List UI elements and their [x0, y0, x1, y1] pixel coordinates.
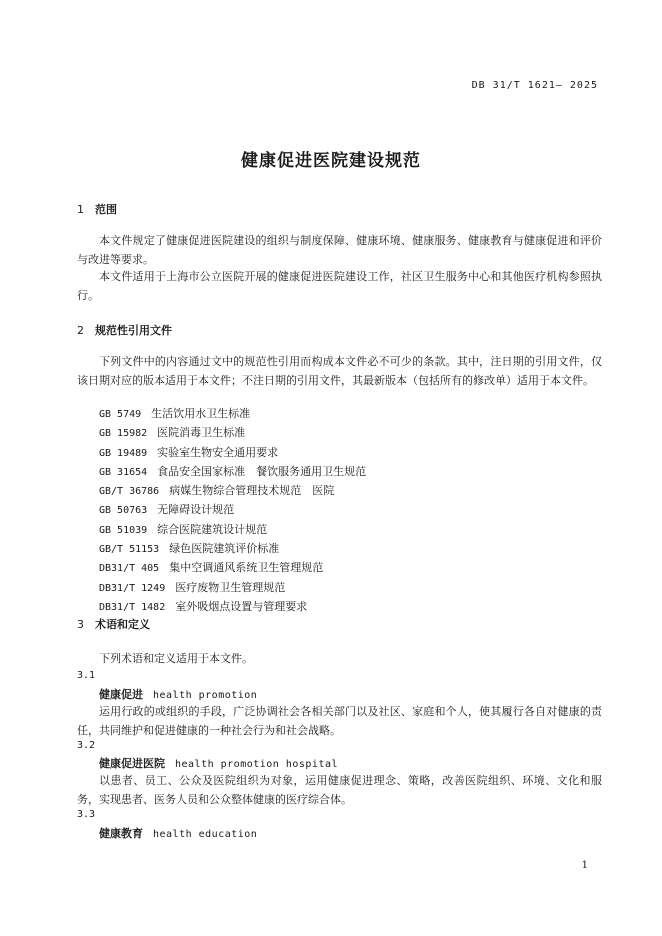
scope-paragraph-1: 本文件规定了健康促进医院建设的组织与制度保障、健康环境、健康服务、健康教育与健康促进和评价与改进等要求。 — [77, 234, 602, 266]
term-heading — [99, 686, 257, 702]
reference-item — [99, 482, 366, 501]
term-heading — [99, 825, 257, 841]
section-title: 术语和定义 — [95, 618, 150, 631]
reference-code: GB 50763 — [99, 505, 148, 517]
term-heading — [99, 755, 338, 771]
term-english: health education — [153, 829, 258, 840]
reference-title: 实验室生物安全通用要求 — [157, 445, 279, 459]
section-1-heading — [77, 201, 117, 217]
page-number: 1 — [581, 860, 588, 871]
reference-item — [99, 579, 366, 598]
section-title: 规范性引用文件 — [95, 324, 172, 337]
reference-title: 绿色医院建筑评价标准 — [169, 542, 280, 556]
term-english: health promotion hospital — [175, 759, 339, 770]
reference-code: GB 19489 — [99, 447, 148, 459]
term-chinese: 健康教育 — [99, 827, 143, 840]
section-3-heading — [77, 616, 150, 632]
section-2-heading — [77, 322, 172, 338]
reference-item — [99, 521, 366, 540]
clause-number: 3.2 — [77, 740, 96, 751]
reference-title: 医院消毒卫生标准 — [157, 426, 246, 440]
reference-code: DB31/T 405 — [99, 563, 160, 575]
reference-item — [99, 559, 366, 578]
reference-item — [99, 501, 366, 520]
reference-code: DB31/T 1482 — [99, 601, 166, 613]
reference-title: 集中空调通风系统卫生管理规范 — [169, 561, 324, 575]
standard-code: DB 31/T 1621— 2025 — [471, 80, 598, 91]
term-definition: 以患者、员工、公众及医院组织为对象，运用健康促进理念、策略，改善医院组织、环境、文化和服务，实现患者、医务人员和公众整体健康的医疗综合体。 — [77, 774, 602, 806]
reference-item — [99, 540, 366, 559]
reference-list — [99, 405, 366, 617]
reference-item — [99, 463, 366, 482]
reference-code: DB31/T 1249 — [99, 582, 166, 594]
reference-title: 医疗废物卫生管理规范 — [175, 580, 286, 594]
reference-title: 室外吸烟点设置与管理要求 — [175, 599, 308, 613]
reference-title: 无障碍设计规范 — [157, 503, 235, 517]
reference-item — [99, 424, 366, 443]
clause-number: 3.3 — [77, 809, 96, 820]
reference-title: 食品安全国家标准 餐饮服务通用卫生规范 — [157, 464, 367, 478]
scope-paragraph-2: 本文件适用于上海市公立医院开展的健康促进医院建设工作，社区卫生服务中心和其他医疗机构参照执行。 — [77, 270, 602, 302]
document-title: 健康促进医院建设规范 — [241, 151, 421, 171]
reference-title: 综合医院建筑设计规范 — [157, 522, 268, 536]
reference-code: GB/T 36786 — [99, 486, 160, 498]
term-chinese: 健康促进医院 — [99, 757, 165, 770]
reference-item — [99, 405, 366, 424]
section-number: 1 — [77, 203, 84, 216]
reference-code: GB 31654 — [99, 466, 148, 478]
reference-code: GB 5749 — [99, 409, 142, 420]
reference-title: 生活饮用水卫生标准 — [151, 407, 251, 420]
reference-title: 病媒生物综合管理技术规范 医院 — [169, 484, 335, 498]
reference-code: GB 15982 — [99, 428, 148, 440]
terms-intro: 下列术语和定义适用于本文件。 — [99, 652, 253, 665]
reference-item — [99, 444, 366, 463]
section-number: 3 — [77, 618, 84, 631]
section-number: 2 — [77, 324, 84, 337]
section-title: 范围 — [95, 203, 117, 216]
term-definition: 运用行政的或组织的手段，广泛协调社会各相关部门以及社区、家庭和个人，使其履行各自对健康的责任，共同维护和促进健康的一种社会行为和社会战略。 — [77, 705, 602, 737]
term-english: health promotion — [153, 690, 258, 701]
reference-code: GB/T 51153 — [99, 544, 160, 556]
references-intro: 下列文件中的内容通过文中的规范性引用而构成本文件必不可少的条款。其中，注日期的引用文件，仅该日期对应的版本适用于本文件；不注日期的引用文件，其最新版本（包括所有的修改单）适用于本文件。 — [77, 355, 602, 387]
clause-number: 3.1 — [77, 670, 96, 681]
term-chinese: 健康促进 — [99, 688, 143, 701]
reference-item — [99, 598, 366, 617]
reference-code: GB 51039 — [99, 524, 148, 536]
